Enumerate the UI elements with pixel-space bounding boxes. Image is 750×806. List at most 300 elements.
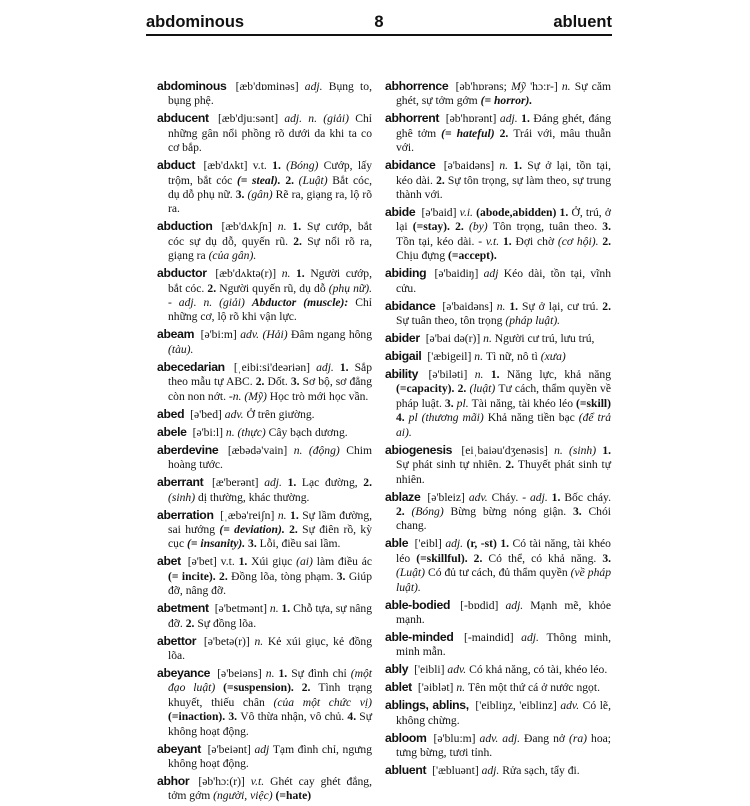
running-header — [146, 12, 612, 36]
headword: abidance — [385, 158, 436, 173]
headword: abhorrent — [385, 111, 440, 126]
dictionary-entry — [385, 367, 611, 440]
definition-segment: làm điều ác — [316, 555, 373, 569]
definition-segment: Ghét cay ghét đắng, tởm gớm — [168, 774, 372, 803]
dictionary-entry — [385, 536, 611, 595]
definition-segment: [ə'baid] — [421, 206, 460, 220]
definition-segment: n. — [281, 267, 296, 281]
dictionary-entry — [385, 158, 611, 202]
definition-segment: Thông minh, minh mẫn. — [396, 630, 611, 659]
definition-segment: Giúp đỡ, nâng đỡ. — [168, 569, 372, 598]
headword: abluent — [385, 763, 427, 778]
page-number: 8 — [374, 13, 384, 31]
definition-segment: Đồng lõa, tòng phạm. — [231, 569, 337, 583]
headword: abhorrence — [385, 79, 449, 93]
definition-segment: Có tài năng, tài khéo léo — [396, 537, 611, 565]
definition-segment: (về pháp luật). — [396, 566, 611, 594]
definition-segment: n. — [496, 299, 510, 313]
right-guide-word: abluent — [553, 13, 612, 31]
definition-segment: 2. — [363, 476, 372, 490]
definition-segment: Bốc cháy. — [564, 490, 611, 504]
definition-segment: 3. — [248, 537, 260, 551]
definition-segment: (=hate) — [275, 789, 312, 803]
definition-segment: 2. — [396, 504, 412, 518]
definition-segment: 1. — [339, 360, 355, 374]
headword: able-bodied — [385, 597, 451, 612]
definition-segment: [-maindid] — [464, 630, 522, 644]
definition-segment: adj — [254, 742, 273, 756]
headword: ablaze — [385, 489, 421, 504]
definition-segment: (Bóng) — [411, 504, 451, 518]
definition-segment: 1. — [290, 508, 303, 522]
dictionary-entry — [157, 475, 372, 505]
definition-segment: n. — [277, 508, 291, 522]
definition-segment: [əb'hɒrənt] — [445, 112, 500, 126]
dictionary-entry — [385, 630, 611, 660]
definition-segment: Tôn trọng, tuân theo. — [492, 220, 603, 234]
definition-segment: (Luật) — [298, 173, 333, 187]
headword: ability — [385, 367, 419, 382]
definition-segment: 2. — [602, 299, 611, 313]
headword: abloom — [385, 730, 427, 745]
definition-segment: [əb'hɔ:(r)] — [198, 774, 251, 788]
definition-segment: Tên một thứ cá ở nước ngọt. — [467, 681, 600, 695]
definition-segment: Người cướp, bắt cóc. — [168, 267, 372, 295]
dictionary-entry — [385, 331, 611, 346]
definition-segment: 2. — [499, 126, 514, 140]
headword: abidance — [385, 298, 436, 313]
definition-segment: [ə'bleiz] — [427, 490, 469, 504]
dictionary-entry — [385, 698, 611, 728]
definition-segment: Sự đình chỉ — [291, 666, 351, 680]
headword: abetment — [157, 601, 209, 616]
definition-segment: 3. — [444, 396, 457, 410]
definition-segment: [æb'dju:sənt] — [218, 112, 285, 126]
definition-segment: 1. — [502, 234, 516, 248]
definition-segment: n. — [483, 332, 495, 346]
headword: abecedarian — [157, 359, 225, 374]
headword: abeam — [157, 327, 195, 342]
definition-segment: Người quyến rũ, dụ dỗ — [219, 281, 329, 295]
headword: abed — [157, 406, 185, 421]
definition-segment: Sự điên rồ, kỳ cục — [168, 522, 373, 551]
definition-segment: Lỗi, điều sai lầm. — [259, 537, 341, 551]
dictionary-entry — [157, 407, 372, 422]
definition-segment: Sự tôn trọng, sự làm theo, sự trung thành với. — [396, 173, 612, 202]
dictionary-entry — [157, 742, 372, 772]
definition-segment: Sự phát sinh tự nhiên. — [396, 458, 506, 472]
definition-segment: (người, việc) — [213, 789, 276, 803]
definition-segment: (=stay). 2. — [412, 220, 469, 234]
definition-segment: (=skillful). 2. — [416, 551, 489, 565]
definition-segment: 1. — [602, 443, 612, 457]
definition-segment: [ə'baidəns] — [442, 299, 497, 313]
definition-segment: Ở trên giường. — [246, 407, 315, 421]
definition-segment: (abode,abidden) 1. — [476, 206, 572, 220]
definition-segment: Dốt. — [267, 375, 291, 389]
definition-segment: adj. n. (giải) — [284, 112, 356, 126]
headword: able — [385, 536, 409, 551]
definition-segment: Sơ bộ, sơ đẳng còn non nớt. — [168, 375, 373, 403]
definition-segment: [ə'betə(r)] — [203, 634, 255, 648]
definition-segment: (tàu). — [168, 342, 194, 356]
dictionary-entry — [157, 774, 372, 804]
headword: abdominous — [157, 79, 227, 93]
definition-segment: Đâm ngang hông — [291, 328, 373, 342]
definition-segment: ['æbluənt] — [432, 764, 482, 778]
definition-segment: Sự không hoạt động. — [168, 710, 372, 738]
headword: abide — [385, 205, 416, 220]
definition-segment: Đang nở — [523, 731, 569, 745]
definition-segment: n. — [269, 602, 282, 616]
definition-segment: Bừng bừng nóng giận. — [450, 504, 573, 518]
definition-segment: Chỉ những cơ, lộ rõ khi vận lực. — [168, 296, 372, 324]
definition-segment: n. — [474, 350, 486, 364]
definition-segment: adj. — [304, 80, 329, 93]
definition-segment: [æb'dʌkʃn] — [221, 220, 278, 234]
definition-segment: [ˌæbə'reiʃn] — [220, 508, 278, 522]
definition-segment: - adj. — [522, 490, 552, 504]
dictionary-entry — [157, 79, 372, 109]
definition-segment: Tình trạng khuyết, thiếu chân — [168, 681, 372, 709]
definition-segment: [ə'bi:m] — [200, 328, 241, 342]
headword: abeyant — [157, 741, 201, 756]
definition-segment: Cướp, lấy trộm, bắt cóc — [168, 159, 372, 187]
definition-segment: 3. — [336, 569, 349, 583]
definition-segment: n. (sinh) — [554, 443, 603, 457]
definition-segment: Sự ở lại, tồn tại, kéo dài. — [396, 159, 611, 187]
headword: able-minded — [385, 629, 454, 644]
dictionary-entry — [157, 443, 372, 473]
definition-segment: (ra) — [569, 731, 592, 745]
headword: abeyance — [157, 665, 211, 680]
definition-segment: (=skill) 4. — [396, 396, 611, 425]
definition-segment: (= insanity). — [187, 537, 249, 551]
definition-segment: Sự lầm đường, sai hướng — [168, 508, 373, 536]
definition-segment: (by) — [468, 220, 493, 234]
definition-segment: Mạnh mẽ, khỏe mạnh. — [396, 598, 611, 626]
definition-segment: 2. — [185, 616, 198, 630]
headword: abele — [157, 424, 187, 439]
headword: aberdevine — [157, 442, 219, 457]
definition-segment: adj — [483, 267, 504, 281]
definition-segment: n. (thực) — [225, 425, 269, 439]
definition-segment: Đợi chờ — [515, 234, 558, 248]
definition-segment: Học trò mới học vần. — [269, 389, 369, 403]
definition-segment: (= deviation). — [219, 522, 290, 536]
definition-segment: Rẽ ra, giạng ra, lộ rõ ra. — [168, 188, 373, 216]
headword: ablet — [385, 680, 412, 695]
dictionary-entry — [157, 666, 372, 739]
definition-segment: Có thể, có khả năng. — [488, 551, 603, 565]
headword: aberrant — [157, 475, 204, 490]
definition-segment: n. — [265, 666, 279, 680]
definition-segment: Đáng ghét, đáng ghê tởm — [396, 112, 611, 140]
definition-segment: [-bɒdid] — [460, 598, 506, 612]
definition-segment: 1. — [513, 159, 528, 173]
definition-segment: ['eibliŋz, 'eiblinz] — [475, 699, 561, 713]
definition-segment: adj. — [481, 764, 503, 778]
dictionary-entry — [385, 662, 611, 677]
definition-segment: [æ'berənt] — [212, 476, 265, 490]
definition-segment: Sự căm ghét, sự tởm gớm — [396, 80, 611, 108]
definition-segment: Xúi giục — [251, 555, 297, 569]
definition-segment: [ə'blu:m] — [433, 731, 480, 745]
dictionary-entry — [157, 508, 372, 552]
definition-segment: [ə'bed] — [190, 407, 225, 421]
definition-segment: Chói chang. — [396, 504, 611, 533]
definition-segment: adj. — [499, 112, 522, 126]
definition-segment: (của gân). — [208, 249, 257, 263]
dictionary-entry — [157, 158, 372, 217]
definition-segment: Chỉ những gân nổi phồng rõ dưới da khi ta co cơ bắp. — [168, 112, 372, 155]
dictionary-entry — [385, 680, 611, 695]
definition-segment: adv. — [560, 699, 583, 713]
definition-segment: Bắt cóc, dụ dỗ phụ nữ. — [168, 173, 372, 202]
definition-segment: ['eibli] — [414, 663, 448, 677]
definition-segment: 2. — [602, 234, 612, 248]
definition-segment: (ai) — [296, 555, 317, 569]
definition-segment: 3. — [235, 188, 248, 202]
definition-segment: Có khả năng, có tài, khéo léo. — [469, 663, 608, 677]
definition-segment: adv. (Hải) — [240, 328, 292, 342]
definition-segment: (r, -st) 1. — [466, 537, 513, 551]
dictionary-entry — [385, 490, 611, 534]
definition-segment: 3. — [602, 220, 611, 234]
definition-segment: Chỗ tựa, sự nâng đỡ. — [168, 602, 373, 630]
definition-segment: (= steal). — [236, 173, 286, 187]
headword: abiogenesis — [385, 442, 453, 457]
definition-segment: [ə'beiənt] — [207, 742, 255, 756]
left-guide-word: abdominous — [146, 13, 245, 31]
definition-segment: Kéo dài, tồn tại, vĩnh cửu. — [396, 267, 611, 295]
definition-segment: (Luật) — [396, 566, 428, 580]
definition-segment: 4. — [347, 710, 360, 724]
definition-segment: n. — [561, 80, 575, 93]
definition-segment: 1. — [287, 476, 302, 490]
definition-segment: Tạm đình chỉ, ngưng không hoạt động. — [168, 742, 372, 770]
definition-segment: 1. — [490, 368, 507, 382]
definition-segment: 'hɔ:r-] — [530, 80, 562, 93]
definition-segment: adj. — [316, 360, 340, 374]
definition-segment: adj. — [264, 476, 288, 490]
definition-segment: Tì nữ, nô tì — [485, 350, 541, 364]
definition-segment: hoa; tưng bừng, tươi tỉnh. — [396, 731, 611, 760]
dictionary-entry — [157, 360, 372, 404]
dictionary-entry — [385, 205, 611, 264]
definition-segment: Trái với, mâu thuẫn với. — [396, 126, 611, 155]
definition-segment: 1. — [281, 602, 294, 616]
headword: abhor — [157, 773, 190, 788]
definition-segment: (một đạo luật) — [168, 666, 373, 695]
definition-segment: [ə'biləti] — [428, 368, 475, 382]
definition-segment: v.t. — [250, 774, 271, 788]
definition-segment: ['æbigeil] — [427, 350, 475, 364]
definition-segment: Có lẽ, không chừng. — [396, 699, 611, 727]
dictionary-entry — [385, 349, 611, 364]
definition-segment: [æbədə'vain] — [227, 443, 294, 457]
definition-segment: (sinh) — [168, 490, 198, 504]
definition-segment: -n. (Mỹ) — [228, 389, 270, 403]
definition-segment: 2. — [505, 458, 518, 472]
definition-segment: (của một chức vị) — [273, 695, 373, 709]
definition-segment: 1. — [551, 490, 565, 504]
definition-segment: n. — [499, 159, 514, 173]
definition-segment: (để trả ai). — [396, 411, 612, 439]
definition-segment: Sự đồng lõa. — [197, 616, 257, 630]
dictionary-entry — [157, 266, 372, 325]
definition-segment: adv. — [447, 663, 470, 677]
definition-segment: 1. — [296, 267, 311, 281]
definition-segment: Tư cách, thẩm quyền về pháp luật. — [396, 382, 611, 410]
definition-segment: adv. adj. — [479, 731, 524, 745]
definition-segment: Người cư trú, lưu trú, — [494, 332, 595, 346]
definition-segment: Kẻ xúi giục, kẻ đồng lõa. — [168, 634, 373, 662]
definition-segment: (=accept). — [448, 249, 497, 263]
right-column — [385, 79, 611, 781]
definition-segment: (= incite). 2. — [168, 569, 232, 583]
definition-segment: Sự nổi rõ ra, giạng ra — [168, 234, 372, 263]
definition-segment: 1. — [272, 159, 287, 173]
definition-segment: [ə'betmənt] — [214, 602, 270, 616]
definition-segment: 2. — [255, 375, 268, 389]
definition-segment: (= hateful) — [441, 126, 500, 140]
headword: abduction — [157, 219, 213, 234]
headword: abet — [157, 554, 181, 569]
definition-segment: 3. — [602, 551, 612, 565]
definition-segment: (= horror). — [480, 94, 533, 108]
dictionary-entry — [385, 79, 611, 109]
definition-segment: [æb'dɒminəs] — [235, 80, 305, 93]
definition-segment: 1. — [292, 220, 308, 234]
definition-segment: (luật) — [469, 382, 499, 396]
dictionary-entry — [385, 299, 611, 329]
definition-segment: [ə'bai də(r)] — [425, 332, 484, 346]
definition-segment: Mỹ — [511, 80, 531, 93]
definition-segment: n. — [474, 368, 491, 382]
definition-segment: (=capacity). 2. — [396, 382, 470, 396]
definition-segment: [ə'baidəns] — [443, 159, 500, 173]
definition-segment: n. — [277, 220, 293, 234]
definition-segment: Vô thừa nhận, vô chủ. — [240, 710, 348, 724]
definition-segment: 3. — [290, 375, 303, 389]
definition-segment: (=suspension). 2. — [223, 681, 319, 695]
definition-segment: (gân) — [247, 188, 276, 202]
definition-segment: [ə'bet] v.t. — [187, 555, 239, 569]
definition-segment: adj. — [445, 537, 467, 551]
headword: ablings, ablins, — [385, 698, 469, 713]
headword: abduct — [157, 158, 196, 173]
definition-segment: Chim hoàng tước. — [168, 443, 372, 472]
definition-segment: ['eibl] — [414, 537, 446, 551]
definition-segment: Sự tuân theo, tôn trọng — [396, 314, 506, 328]
dictionary-entry — [157, 425, 372, 440]
headword: abiding — [385, 266, 427, 281]
definition-segment: 2. — [289, 522, 303, 536]
definition-segment: Rửa sạch, tẩy đi. — [502, 764, 580, 778]
headword: abider — [385, 331, 420, 346]
definition-segment: adj. — [521, 630, 547, 644]
definition-segment: [æb'dʌktə(r)] — [215, 267, 282, 281]
definition-segment: Khả năng tiền bạc — [487, 411, 579, 425]
headword: abducent — [157, 111, 209, 126]
definition-segment: (Bóng) — [286, 159, 324, 173]
definition-segment: Bụng to, bụng phệ. — [168, 80, 372, 108]
dictionary-entry — [157, 554, 372, 598]
definition-segment: Sự cướp, bắt cóc sự dụ dỗ, quyến rũ. — [168, 220, 373, 248]
definition-segment: 1. — [509, 299, 522, 313]
definition-segment: (pháp luật). — [505, 314, 561, 328]
definition-segment: pl (thương mãi) — [408, 411, 488, 425]
definition-segment: dị thường, khác thường. — [197, 490, 310, 504]
definition-segment: Sắp theo mẫu tự ABC. — [168, 360, 372, 389]
definition-segment: 2. — [285, 173, 299, 187]
dictionary-entry — [157, 219, 372, 263]
definition-segment: (=inaction). 3. — [168, 710, 241, 724]
definition-segment: 2. — [293, 234, 308, 248]
definition-segment: [ə'baidiŋ] — [434, 267, 484, 281]
dictionary-entry — [157, 601, 372, 631]
definition-segment: 1. — [521, 112, 534, 126]
headword: aberration — [157, 507, 214, 522]
dictionary-entry — [157, 327, 372, 357]
definition-segment: Sự ở lại, cư trú. — [522, 299, 603, 313]
definition-segment: n. (động) — [293, 443, 347, 457]
left-column — [157, 79, 372, 806]
definition-segment: Cháy. — [491, 490, 523, 504]
definition-segment: Tài năng, tài khéo léo — [471, 396, 577, 410]
definition-segment: pl. — [456, 396, 472, 410]
definition-segment: ['əiblət] — [417, 681, 457, 695]
dictionary-entry — [385, 111, 611, 155]
definition-segment: [ˌeibi:si'deəriən] — [233, 360, 317, 374]
definition-segment: [ə'bi:l] — [192, 425, 226, 439]
definition-segment: n. — [456, 681, 468, 695]
dictionary-entry — [385, 731, 611, 761]
definition-segment: Chịu đựng — [396, 249, 449, 263]
dictionary-entry — [385, 266, 611, 296]
dictionary-entry — [157, 111, 372, 155]
definition-segment: n. — [254, 634, 268, 648]
definition-segment: Tồn tại, kéo dài. — [396, 234, 479, 248]
headword: abigail — [385, 349, 422, 364]
dictionary-entry — [385, 598, 611, 628]
definition-segment: Thuyết phát sinh tự nhiên. — [396, 458, 611, 486]
definition-segment: Abductor (muscle): — [251, 296, 356, 310]
dictionary-entry — [157, 634, 372, 664]
definition-segment: [ə'beiəns] — [217, 666, 266, 680]
definition-segment: - v.t. — [478, 234, 503, 248]
definition-segment: adv. — [468, 490, 492, 504]
definition-segment: 3. — [572, 504, 589, 518]
definition-segment: (cơ hội). — [557, 234, 603, 248]
definition-segment: Ở, trú, ở lại — [396, 206, 612, 234]
definition-segment: Có đủ tư cách, đủ thẩm quyền — [427, 566, 571, 580]
definition-segment: (xưa) — [540, 350, 566, 364]
definition-segment: (phụ nữ). - adj. n. (giải) — [168, 281, 373, 310]
definition-segment: adv. — [224, 407, 247, 421]
definition-segment: [əb'hɒrəns; — [455, 80, 512, 93]
definition-segment: 2. — [207, 281, 220, 295]
definition-segment: v.i. — [459, 206, 477, 220]
definition-segment: adj. — [505, 598, 531, 612]
definition-segment: Lạc đường, — [301, 476, 364, 490]
definition-segment: [æb'dʌkt] v.t. — [203, 159, 273, 173]
definition-segment: Năng lực, khả năng — [506, 368, 612, 382]
headword: ably — [385, 662, 409, 677]
definition-segment: 1. — [238, 555, 252, 569]
dictionary-entry — [385, 763, 611, 778]
